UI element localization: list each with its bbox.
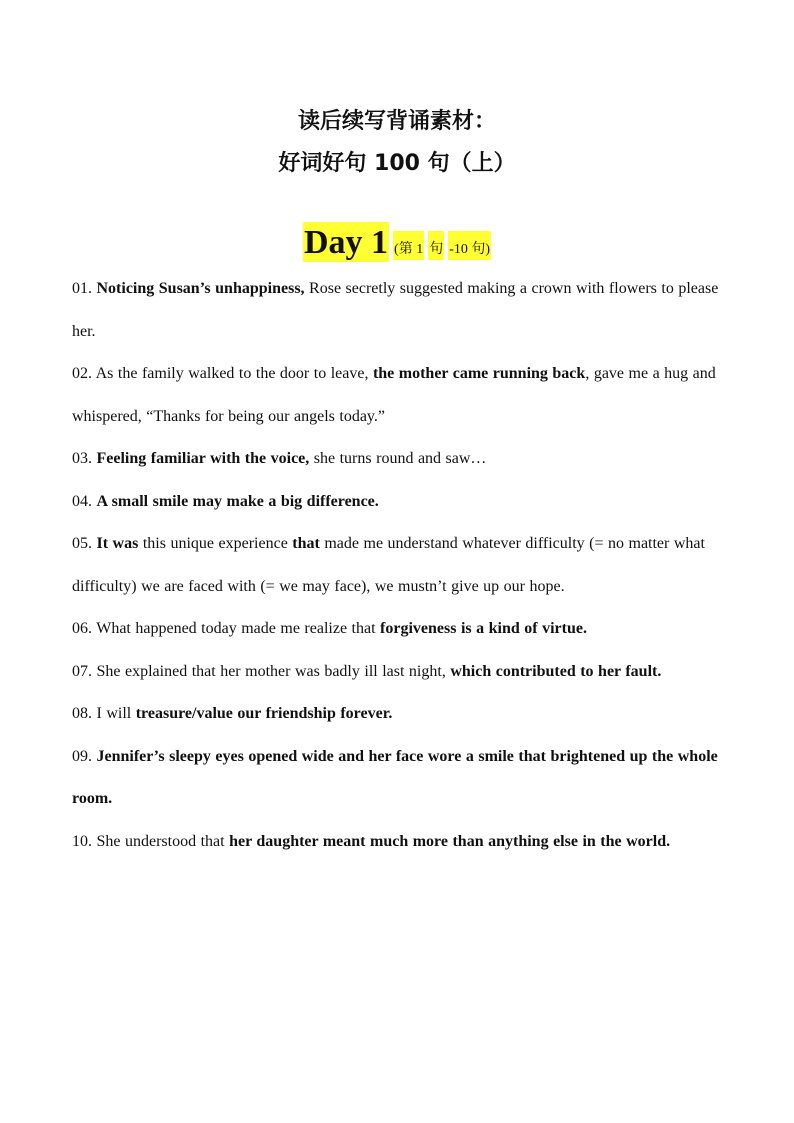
sentence-bold-text: the mother came running back: [372, 365, 586, 382]
sentence-text: , gave me a hug and whispered, “Thanks for being our angels today.”: [72, 365, 716, 425]
day-range-end: -10 句): [448, 231, 491, 260]
sentence-number: 02.: [72, 365, 92, 382]
day-label: Day 1: [303, 224, 389, 261]
sentence-item: [72, 523, 722, 608]
sentence-item: [72, 481, 722, 524]
sentence-number: 05.: [72, 535, 92, 552]
sentence-item: [72, 268, 722, 353]
day-range-open: (第 1: [393, 231, 424, 260]
sentence-number: 08.: [72, 705, 92, 722]
sentence-bold-text: Jennifer’s sleepy eyes opened wide and her face wore a smile that brightened up the whole room.: [72, 747, 718, 807]
sentence-item: [72, 736, 722, 821]
sentence-bold-text: A small smile may make a big difference.: [96, 492, 379, 510]
sentence-item: [72, 608, 722, 651]
sentence-number: 03.: [72, 450, 92, 467]
sentence-text: I will: [96, 705, 136, 722]
sentence-bold-text: It was: [96, 535, 139, 552]
sentence-text: As the family walked to the door to leave,: [95, 365, 373, 382]
sentence-text: this unique experience: [138, 535, 293, 552]
sentence-bold-text: Feeling familiar with the voice,: [96, 450, 310, 467]
sentence-item: [72, 353, 722, 438]
sentence-text: She explained that her mother was badly ill last night,: [96, 662, 451, 680]
sentence-bold-text: her daughter meant much more than anything else in the world.: [229, 832, 671, 850]
sentence-number: 06.: [72, 620, 92, 637]
sentence-text: She understood that: [96, 832, 230, 850]
sentence-bold-text: that: [292, 535, 320, 552]
sentence-text: Rose secretly suggested making a crown with flowers to please her.: [72, 280, 719, 340]
sentence-bold-text: forgiveness is a kind of virtue.: [380, 620, 587, 637]
sentence-list: [72, 268, 722, 863]
page-title-line2: 好词好句 100 句（上）: [278, 151, 516, 176]
sentence-text: made me understand whatever difficulty (= no matter what difficulty) we are faced with (= we may face), we mustn’t give up our hope.: [72, 535, 705, 595]
sentence-number: 10.: [72, 832, 92, 850]
sentence-bold-text: treasure/value our friendship forever.: [135, 705, 393, 722]
sentence-bold-text: Noticing Susan’s unhappiness,: [96, 280, 305, 297]
sentence-item: [72, 693, 722, 736]
sentence-number: 09.: [72, 747, 92, 765]
sentence-item: [72, 821, 722, 864]
day-heading: [0, 222, 794, 262]
sentence-text: she turns round and saw…: [309, 450, 487, 467]
sentence-number: 04.: [72, 492, 92, 510]
sentence-number: 07.: [72, 662, 92, 680]
sentence-number: 01.: [72, 280, 92, 297]
page-title-line1: 读后续写背诵素材：: [297, 109, 496, 134]
sentence-item: [72, 438, 722, 481]
sentence-text: What happened today made me realize that: [96, 620, 381, 637]
sentence-bold-text: which contributed to her fault.: [450, 662, 662, 680]
day-range-mid: 句: [428, 231, 444, 260]
sentence-item: [72, 651, 722, 694]
